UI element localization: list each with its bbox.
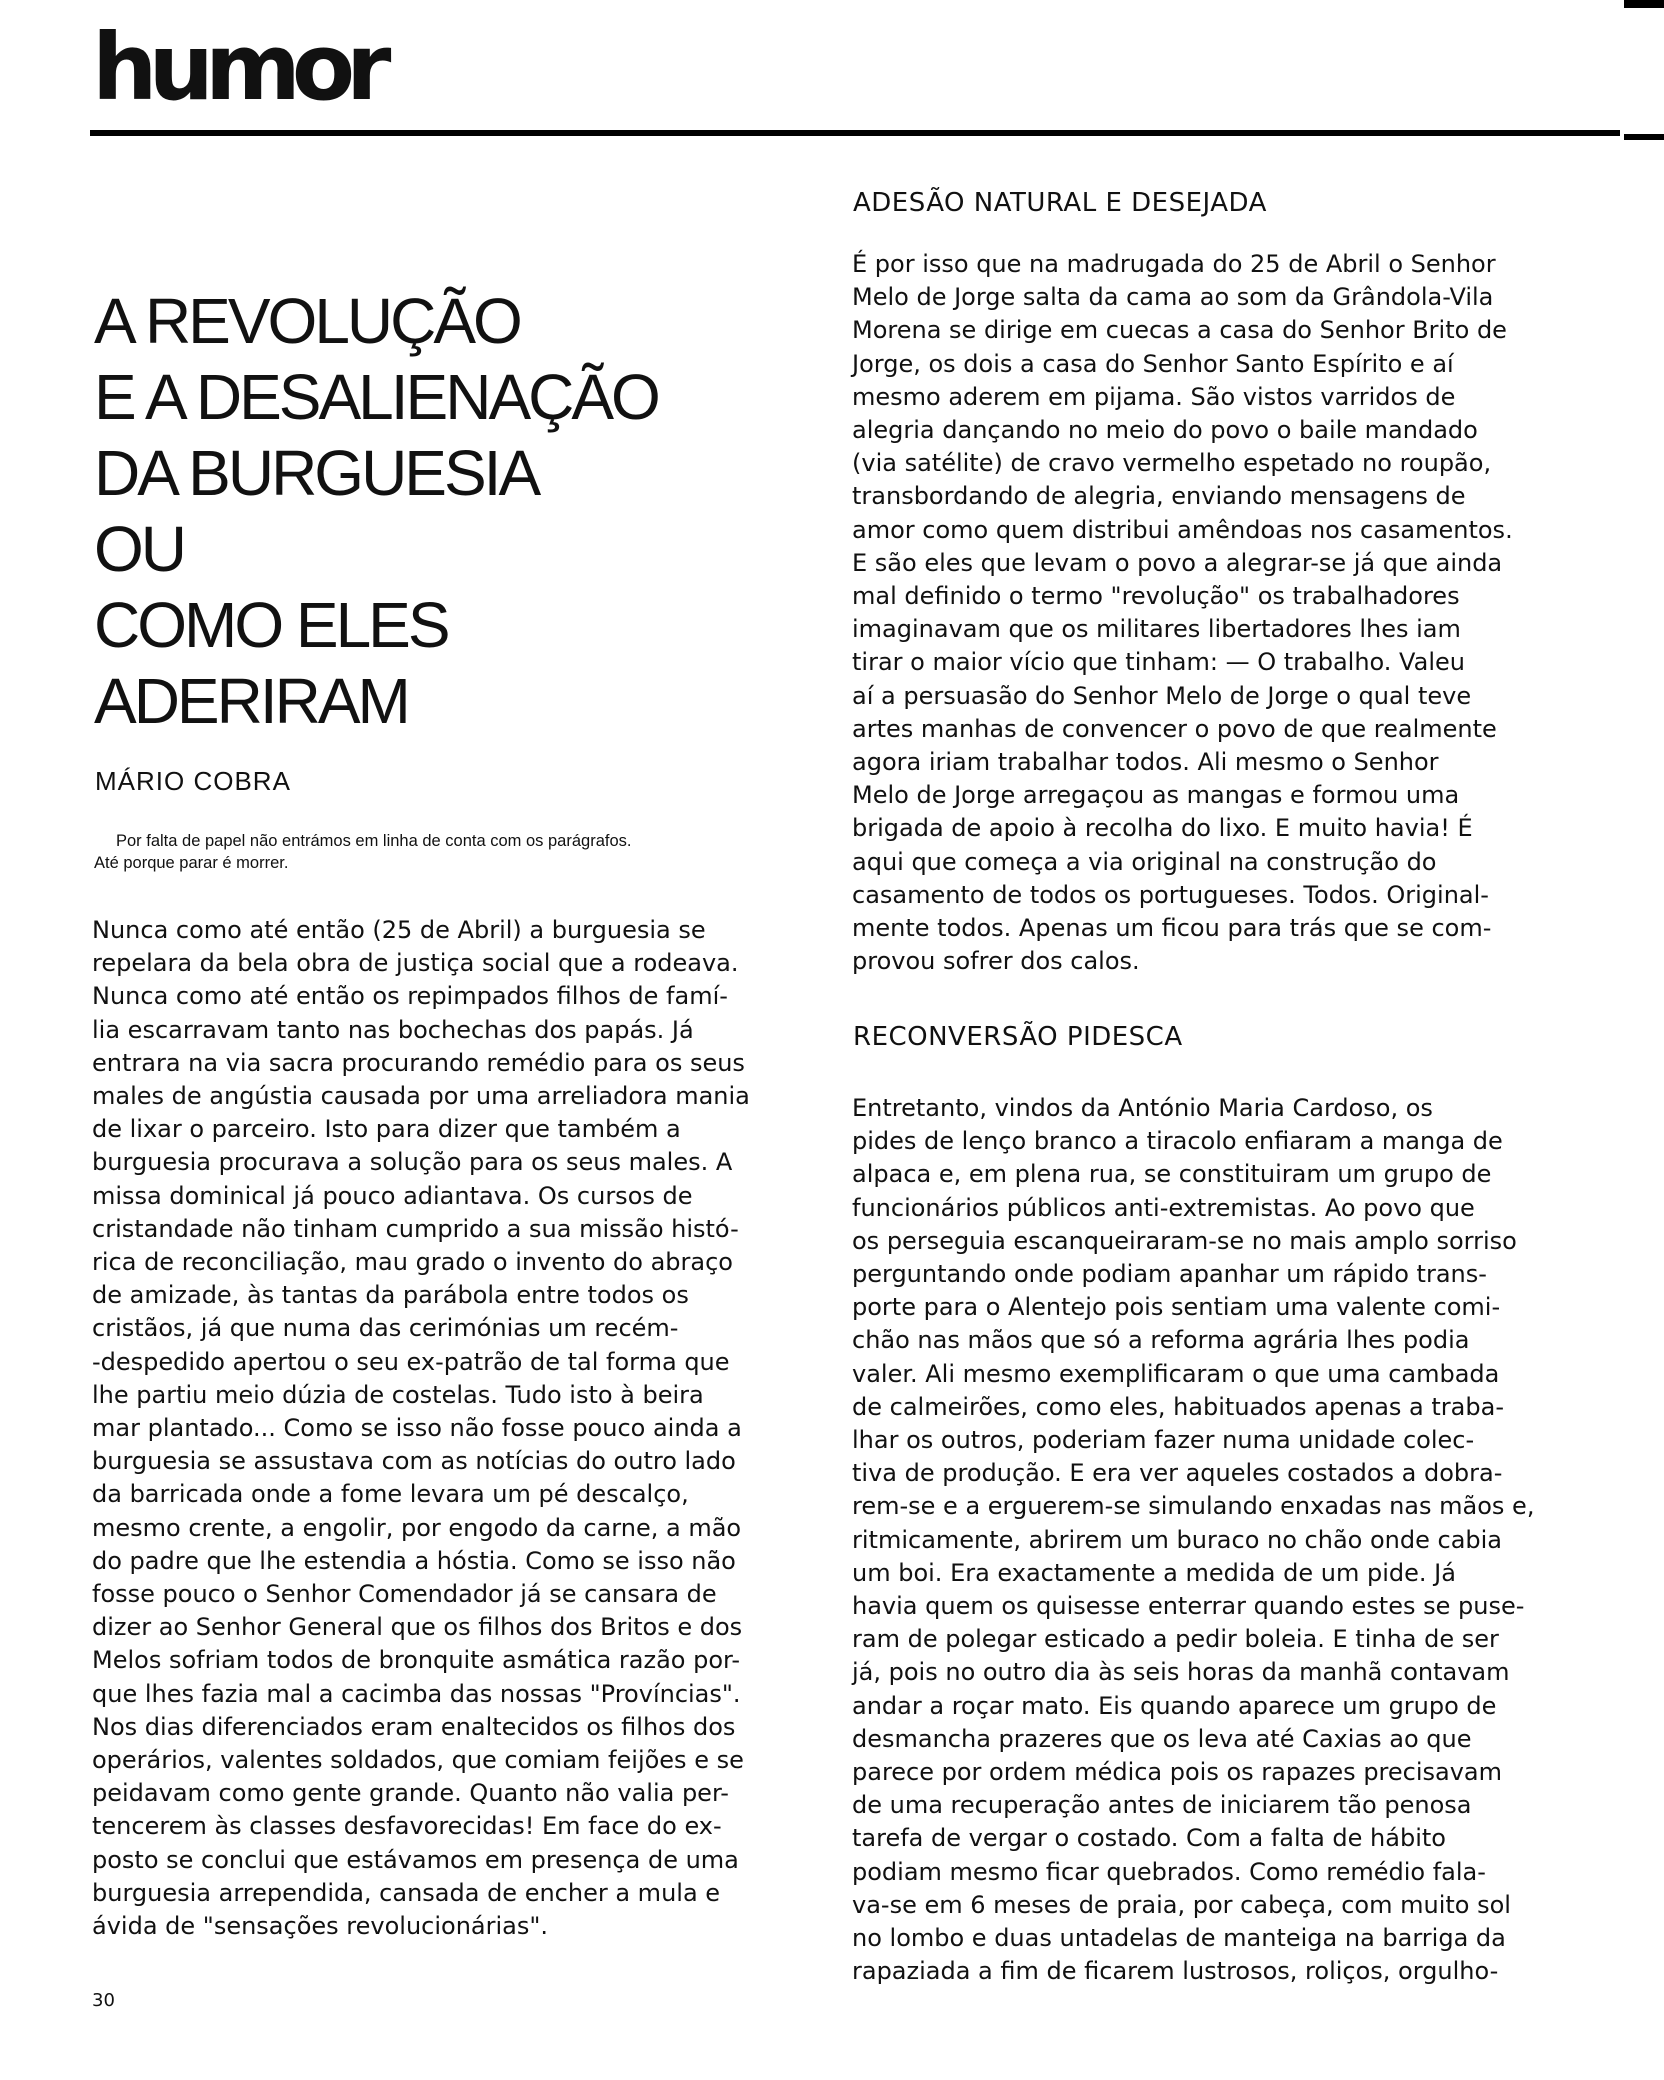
text-line: provou sofrer dos calos.	[852, 947, 1140, 976]
text-line: rem-se e a erguerem-se simulando enxadas nas mãos e,	[852, 1492, 1535, 1521]
text-line: entrara na via sacra procurando remédio para os seus	[92, 1048, 745, 1077]
text-line: já, pois no outro dia às seis horas da manhã contavam	[852, 1658, 1510, 1687]
text-line: rica de reconciliação, mau grado o invento do abraço	[92, 1248, 733, 1277]
edge-mark-rule	[1624, 134, 1664, 140]
text-line: brigada de apoio à recolha do lixo. E muito havia! É	[852, 814, 1473, 843]
text-line: agora iriam trabalhar todos. Ali mesmo o Senhor	[852, 748, 1439, 777]
headline-line: E A DESALIENAÇÃO	[94, 361, 658, 433]
text-line: burguesia se assustava com as notícias do outro lado	[92, 1447, 736, 1476]
text-line: aí a persuasão do Senhor Melo de Jorge o qual teve	[852, 681, 1472, 710]
subheading-reconversao: RECONVERSÃO PIDESCA	[853, 1022, 1183, 1052]
text-line: Melos sofriam todos de bronquite asmática razão por-	[92, 1646, 741, 1675]
text-line: mente todos. Apenas um ficou para trás que se com-	[852, 914, 1492, 943]
edge-mark-top	[1624, 0, 1664, 8]
text-line: Melo de Jorge arregaçou as mangas e formou uma	[852, 781, 1460, 810]
text-line: burguesia procurava a solução para os seus males. A	[92, 1148, 733, 1177]
text-line: tiva de produção. E era ver aqueles costados a dobra-	[852, 1459, 1503, 1488]
text-line: ávida de "sensações revolucionárias".	[92, 1912, 549, 1941]
text-line: mesmo crente, a engolir, por engodo da carne, a mão	[92, 1513, 742, 1542]
text-line: ritmicamente, abrirem um buraco no chão onde cabia	[852, 1525, 1503, 1554]
headline-line: A REVOLUÇÃO	[94, 285, 520, 357]
headline-line: COMO ELES	[94, 589, 448, 661]
text-line: funcionários públicos anti-extremistas. Ao povo que	[852, 1193, 1475, 1222]
text-line: mal definido o termo "revolução" os trabalhadores	[852, 582, 1460, 611]
text-line: E são eles que levam o povo a alegrar-se já que ainda	[852, 548, 1503, 577]
text-line: podiam mesmo ficar quebrados. Como remédio fala-	[852, 1857, 1486, 1886]
text-line: alegria dançando no meio do povo o baile mandado	[852, 416, 1478, 445]
text-line: operários, valentes soldados, que comiam feijões e se	[92, 1746, 744, 1775]
text-line: artes manhas de convencer o povo de que realmente	[852, 714, 1497, 743]
text-line: Morena se dirige em cuecas a casa do Senhor Brito de	[852, 316, 1507, 345]
header-rule	[90, 130, 1620, 136]
text-line: ram de polegar esticado a pedir boleia. E tinha de ser	[852, 1625, 1499, 1654]
text-line: valer. Ali mesmo exemplificaram o que uma cambada	[852, 1359, 1500, 1388]
text-line: de calmeirões, como eles, habituados apenas a traba-	[852, 1392, 1504, 1421]
text-line: de amizade, às tantas da parábola entre todos os	[92, 1281, 689, 1310]
right-column-text-2	[852, 1092, 1552, 1988]
text-line: havia quem os quisesse enterrar quando estes se puse-	[852, 1592, 1525, 1621]
text-line: lhe partiu meio dúzia de costelas. Tudo isto à beira	[92, 1380, 704, 1409]
text-line: casamento de todos os portugueses. Todos. Original-	[852, 880, 1489, 909]
left-column-text	[92, 914, 792, 1943]
text-line: tarefa de vergar o costado. Com a falta de hábito	[852, 1824, 1446, 1853]
text-line: peidavam como gente grande. Quanto não valia per-	[92, 1779, 729, 1808]
text-line: perguntando onde podiam apanhar um rápido trans-	[852, 1260, 1487, 1289]
text-line: É por isso que na madrugada do 25 de Abril o Senhor	[852, 250, 1496, 278]
text-line: de uma recuperação antes de iniciarem tão penosa	[852, 1791, 1472, 1820]
text-line: alpaca e, em plena rua, se constituiram um grupo de	[852, 1160, 1492, 1189]
text-line: va-se em 6 meses de praia, por cabeça, com muito sol	[852, 1890, 1511, 1919]
editor-note	[94, 830, 794, 874]
text-line: pides de lenço branco a tiracolo enfiaram a manga de	[852, 1127, 1503, 1156]
text-line: amor como quem distribui amêndoas nos casamentos.	[852, 515, 1513, 544]
note-line: Por falta de papel não entrámos em linha de conta com os parágrafos.	[116, 832, 632, 850]
text-line: transbordando de alegria, enviando mensagens de	[852, 482, 1466, 511]
text-line: parece por ordem médica pois os rapazes precisavam	[852, 1758, 1503, 1787]
text-line: Jorge, os dois a casa do Senhor Santo Espírito e aí	[852, 349, 1454, 378]
text-line: os perseguia escanqueiraram-se no mais amplo sorriso	[852, 1226, 1517, 1255]
text-line: rapaziada a fim de ficarem lustrosos, roliços, orgulho-	[852, 1957, 1499, 1986]
text-line: cristãos, já que numa das cerimónias um recém-	[92, 1314, 679, 1343]
text-line: desmancha prazeres que os leva até Caxias ao que	[852, 1724, 1472, 1753]
text-line: Melo de Jorge salta da cama ao som da Grândola-Vila	[852, 283, 1494, 312]
text-line: que lhes fazia mal a cacimba das nossas "Províncias".	[92, 1679, 741, 1708]
text-line: repelara da bela obra de justiça social que a rodeava.	[92, 949, 739, 978]
text-line: de lixar o parceiro. Isto para dizer que também a	[92, 1115, 681, 1144]
subheading-adesao: ADESÃO NATURAL E DESEJADA	[853, 188, 1267, 218]
text-line: aqui que começa a via original na construção do	[852, 847, 1437, 876]
section-title: humor	[92, 14, 383, 121]
text-line: mesmo aderem em pijama. São vistos varridos de	[852, 382, 1456, 411]
text-line: posto se conclui que estávamos em presença de uma	[92, 1845, 739, 1874]
text-line: no lombo e duas untadelas de manteiga na barriga da	[852, 1924, 1506, 1953]
text-line: Nos dias diferenciados eram enaltecidos os filhos dos	[92, 1712, 736, 1741]
text-line: Entretanto, vindos da António Maria Cardoso, os	[852, 1094, 1433, 1122]
text-line: um boi. Era exactamente a medida de um pide. Já	[852, 1558, 1456, 1587]
right-column-text-1	[852, 248, 1552, 978]
text-line: Nunca como até então (25 de Abril) a burguesia se	[92, 916, 706, 944]
text-line: fosse pouco o Senhor Comendador já se cansara de	[92, 1580, 717, 1609]
article-headline	[94, 283, 794, 739]
text-line: tirar o maior vício que tinham: — O trabalho. Valeu	[852, 648, 1465, 677]
headline-line: OU	[94, 513, 184, 585]
text-line: do padre que lhe estendia a hóstia. Como se isso não	[92, 1546, 736, 1575]
headline-line: DA BURGUESIA	[94, 437, 539, 509]
text-line: porte para o Alentejo pois sentiam uma valente comi-	[852, 1293, 1501, 1322]
text-line: cristandade não tinham cumprido a sua missão histó-	[92, 1214, 739, 1243]
page-number: 30	[92, 1990, 115, 2011]
text-line: (via satélite) de cravo vermelho espetado no roupão,	[852, 449, 1492, 478]
note-line: Até porque parar é morrer.	[94, 854, 289, 872]
text-line: burguesia arrependida, cansada de encher a mula e	[92, 1878, 721, 1907]
text-line: -despedido apertou o seu ex-patrão de tal forma que	[92, 1347, 730, 1376]
text-line: chão nas mãos que só a reforma agrária lhes podia	[852, 1326, 1470, 1355]
text-line: imaginavam que os militares libertadores lhes iam	[852, 615, 1461, 644]
text-line: dizer ao Senhor General que os filhos dos Britos e dos	[92, 1613, 743, 1642]
text-line: missa dominical já pouco adiantava. Os cursos de	[92, 1181, 693, 1210]
text-line: Nunca como até então os repimpados filhos de famí-	[92, 982, 728, 1011]
text-line: da barricada onde a fome levara um pé descalço,	[92, 1480, 689, 1509]
text-line: tencerem às classes desfavorecidas! Em face do ex-	[92, 1812, 722, 1841]
text-line: lhar os outros, poderiam fazer numa unidade colec-	[852, 1426, 1475, 1455]
text-line: males de angústia causada por uma arreliadora mania	[92, 1082, 750, 1111]
author-byline: MÁRIO COBRA	[95, 766, 291, 796]
headline-line: ADERIRAM	[94, 665, 408, 737]
text-line: andar a roçar mato. Eis quando aparece um grupo de	[852, 1691, 1497, 1720]
text-line: lia escarravam tanto nas bochechas dos papás. Já	[92, 1015, 694, 1044]
text-line: mar plantado... Como se isso não fosse pouco ainda a	[92, 1414, 742, 1443]
